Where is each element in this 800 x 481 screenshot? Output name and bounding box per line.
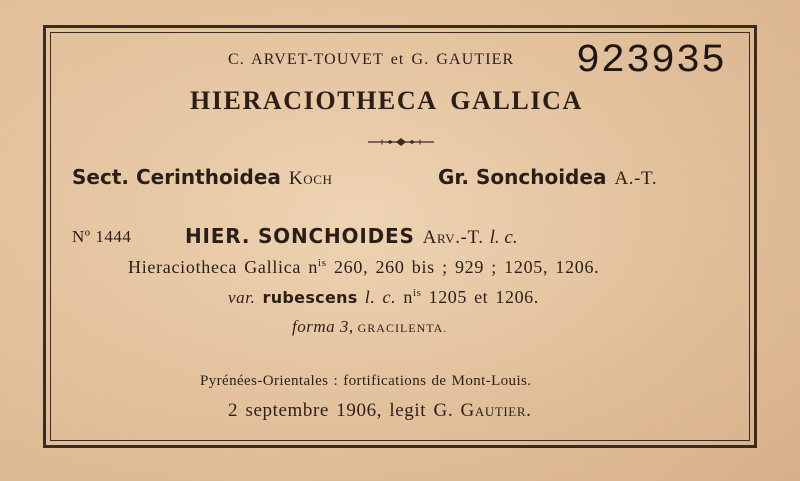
variety-name: rubescens: [262, 288, 358, 307]
group-name: Gr. Sonchoidea: [438, 165, 607, 189]
taxon-reference: l. c.: [489, 227, 518, 248]
variety-abbrev-base: n: [403, 287, 413, 307]
section-name: Sect. Cerinthoidea: [72, 165, 281, 189]
variety-abbrev: [403, 287, 421, 307]
group-line: [438, 166, 657, 190]
taxon-name: HIER. SONCHOIDES: [185, 224, 415, 248]
variety-numbers: 1205 et 1206.: [428, 287, 539, 307]
variety-rank: var.: [228, 288, 256, 307]
group-author: A.-T.: [614, 168, 658, 189]
ornament-divider: [368, 137, 434, 147]
taxon-number-line: [72, 227, 131, 247]
taxon-number: 1444: [95, 227, 132, 246]
form-name: GRACILENTA.: [357, 321, 448, 335]
collection-line: [228, 400, 531, 422]
collector-name: Gautier.: [460, 400, 532, 421]
specimen-number-stamp: 923935: [576, 39, 727, 84]
exsiccata-line: [128, 257, 599, 278]
variety-reference: l. c.: [364, 287, 397, 307]
exsiccata-abbrev-sup: is: [318, 257, 327, 269]
taxon-line: [185, 225, 518, 249]
form-line: [292, 317, 447, 337]
exsiccata-series: Hieraciotheca Gallica: [128, 257, 302, 277]
locality-line: Pyrénées-Orientales : fortifications de Mont-Louis.: [200, 373, 532, 389]
exsiccata-abbrev: [308, 257, 326, 277]
variety-abbrev-sup: is: [412, 287, 422, 299]
taxon-author: Arv.-T.: [422, 227, 484, 248]
collection-date-legit: 2 septembre 1906, legit G.: [228, 400, 454, 421]
section-author: Koch: [288, 168, 333, 189]
section-line: [72, 166, 333, 190]
number-label: Nº: [72, 227, 91, 246]
label-title: HIERACIOTHECA GALLICA: [190, 86, 583, 115]
variety-line: [228, 287, 539, 308]
exsiccata-numbers: 260, 260 bis ; 929 ; 1205, 1206.: [333, 257, 600, 277]
exsiccata-abbrev-base: n: [308, 257, 319, 277]
collectors-line: C. ARVET-TOUVET et G. GAUTIER: [228, 51, 515, 68]
form-label: forma 3,: [292, 317, 354, 336]
